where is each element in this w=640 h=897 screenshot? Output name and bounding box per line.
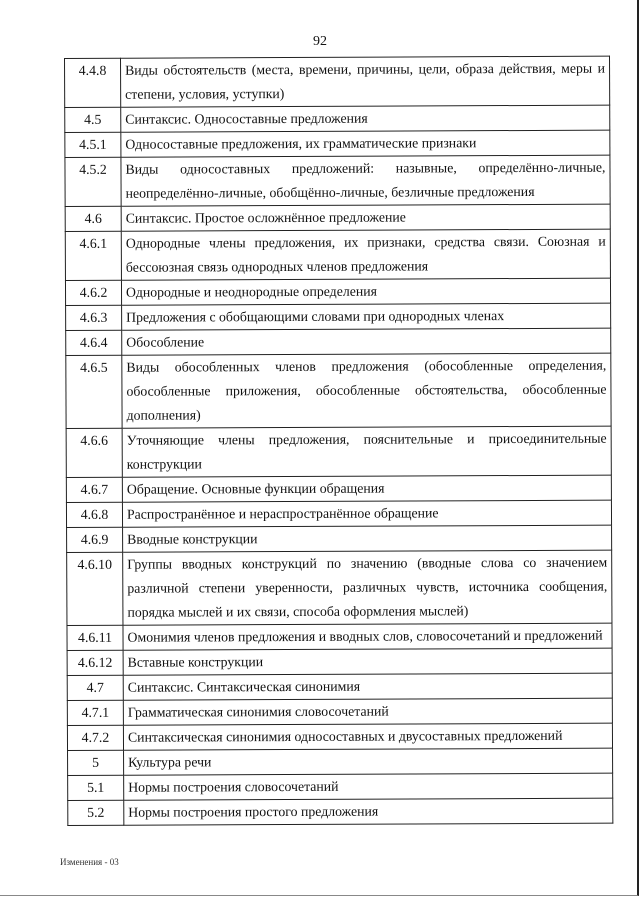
row-topic: Однородные члены предложения, их признаки, средства связи. Союзная и бессоюзная связь однородных членов предложения xyxy=(121,229,610,280)
row-topic: Обращение. Основные функции обращения xyxy=(122,475,611,502)
row-number: 4.6.1 xyxy=(65,231,121,280)
row-topic: Однородные и неоднородные определения xyxy=(121,278,610,305)
row-topic: Омонимия членов предложения и вводных слов, словосочетаний и предложений xyxy=(123,623,612,650)
row-topic: Виды обособленных членов предложения (обособленные определения, обособленные приложения, обособленные обстоятельства, обособленные дополнения) xyxy=(122,353,611,428)
row-topic: Нормы построения словосочетаний xyxy=(124,773,613,800)
row-topic: Грамматическая синонимия словосочетаний xyxy=(123,698,612,725)
row-number: 4.5 xyxy=(65,107,121,132)
table-row xyxy=(68,773,613,800)
table-row xyxy=(65,204,610,231)
row-number: 4.6.6 xyxy=(66,428,122,477)
table-row xyxy=(65,56,610,107)
table-row xyxy=(67,623,612,650)
row-number: 4.7 xyxy=(67,675,123,700)
table-row xyxy=(65,130,610,157)
row-number: 4.5.2 xyxy=(65,157,121,206)
table-row xyxy=(66,475,611,502)
row-topic: Нормы построения простого предложения xyxy=(124,798,613,825)
table-row xyxy=(67,648,612,675)
page-number: 92 xyxy=(313,34,327,49)
row-number: 4.6.2 xyxy=(65,280,121,305)
row-number: 5 xyxy=(68,750,124,775)
row-number: 4.7.2 xyxy=(67,725,123,750)
table-row xyxy=(68,798,613,825)
row-number: 5.1 xyxy=(68,775,124,800)
row-topic: Виды односоставных предложений: назывные, определённо-личные, неопределённо-личные, обобщённо-личные, безличные предложения xyxy=(121,155,610,206)
table-row xyxy=(65,105,610,132)
row-topic: Синтаксис. Односоставные предложения xyxy=(121,105,610,132)
row-topic: Синтаксис. Простое осложнённое предложение xyxy=(121,204,610,231)
row-number: 4.4.8 xyxy=(65,58,121,107)
row-number: 4.6.3 xyxy=(66,305,122,330)
row-topic: Культура речи xyxy=(124,748,613,775)
table-row xyxy=(66,303,611,330)
row-topic: Предложения с обобщающими словами при однородных членах xyxy=(122,303,611,330)
row-topic: Синтаксическая синонимия односоставных и двусоставных предложений xyxy=(123,723,612,750)
table-row xyxy=(67,698,612,725)
row-number: 4.6.10 xyxy=(67,552,123,625)
curriculum-table xyxy=(64,56,613,826)
table-row xyxy=(65,229,610,280)
row-topic: Виды обстоятельств (места, времени, причины, цели, образа действия, меры и степени, условия, уступки) xyxy=(121,56,610,107)
table-row xyxy=(67,673,612,700)
table-row xyxy=(65,155,610,206)
table-row xyxy=(66,353,611,428)
row-number: 4.7.1 xyxy=(67,700,123,725)
row-number: 4.6.7 xyxy=(66,477,122,502)
table-row xyxy=(68,748,613,775)
row-number: 4.6.8 xyxy=(66,502,122,527)
row-topic: Уточняющие члены предложения, пояснительные и присоединительные конструкции xyxy=(122,426,611,477)
row-number: 4.6 xyxy=(65,206,121,231)
row-topic: Распространённое и нераспространённое обращение xyxy=(122,500,611,527)
row-number: 4.6.11 xyxy=(67,625,123,650)
row-topic: Вводные конструкции xyxy=(123,525,612,552)
table-row xyxy=(66,328,611,355)
table-row xyxy=(65,278,610,305)
table-row xyxy=(67,550,612,625)
row-topic: Группы вводных конструкций по значению (вводные слова со значением различной степени уверенности, различных чувств, источника сообщения, порядка мыслей и их связи, способа оформления мыслей) xyxy=(123,550,612,625)
row-number: 4.6.5 xyxy=(66,355,122,428)
table-row xyxy=(67,723,612,750)
row-number: 5.2 xyxy=(68,800,124,825)
row-number: 4.6.9 xyxy=(67,527,123,552)
row-topic: Обособление xyxy=(122,328,611,355)
row-topic: Синтаксис. Синтаксическая синонимия xyxy=(123,673,612,700)
row-topic: Односоставные предложения, их грамматические признаки xyxy=(121,130,610,157)
table-row xyxy=(66,426,611,477)
row-topic: Вставные конструкции xyxy=(123,648,612,675)
row-number: 4.6.4 xyxy=(66,330,122,355)
footer-revision-note: Изменения - 03 xyxy=(60,857,119,867)
row-number: 4.6.12 xyxy=(67,650,123,675)
row-number: 4.5.1 xyxy=(65,132,121,157)
table-row xyxy=(66,500,611,527)
table-row xyxy=(67,525,612,552)
